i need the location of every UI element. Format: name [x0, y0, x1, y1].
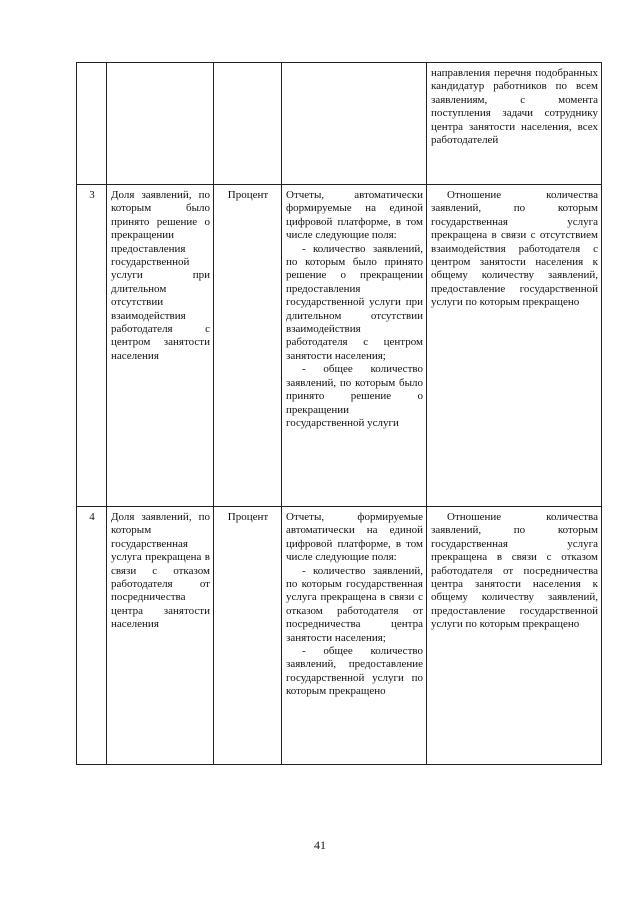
page-number: 41 — [314, 838, 326, 852]
source-field-item: - количество заявлений, по которым было принято решение о прекращении предоставления государственной услуги при длительном отсутствии взаимодействия работодателя с центром занятости населения; — [286, 242, 423, 362]
cell-data-source — [282, 507, 427, 765]
cell-number: 3 — [77, 185, 107, 507]
cell-data-source — [282, 63, 427, 185]
cell-unit: Процент — [214, 507, 282, 765]
source-field-item: - общее количество заявлений, по которым было принято решение о прекращении государственной услуги — [286, 363, 423, 429]
source-intro: Отчеты, формируемые автоматически на единой цифровой платформе, в том числе следующие поля: — [286, 511, 423, 564]
cell-number — [77, 63, 107, 185]
table-row-4 — [77, 507, 602, 765]
indicators-table — [76, 62, 602, 765]
cell-calculation-method: Отношение количества заявлений, по которым государственная услуга прекращена в связи с отказом работодателя от посредничества центра занятости населения к общему количеству заявлений, предоставление государственной услуги по которым прекращено — [427, 507, 602, 765]
cell-data-source — [282, 185, 427, 507]
cell-unit — [214, 63, 282, 185]
cell-indicator-name — [107, 63, 214, 185]
cell-unit: Процент — [214, 185, 282, 507]
cell-indicator-name: Доля заявлений, по которым было принято решение о прекращении предоставления государственной услуги при длительном отсутствии взаимодействия работодателя с центром занятости населения — [107, 185, 214, 507]
cell-indicator-name: Доля заявлений, по которым государственная услуга прекращена в связи с отказом работодателя от посредничества центра занятости населения — [107, 507, 214, 765]
source-field-item: - количество заявлений, по которым государственная услуга прекращена в связи с отказом работодателя от посредничества центра занятости населения; — [286, 564, 423, 644]
source-intro: Отчеты, автоматически формируемые на единой цифровой платформе, в том числе следующие поля: — [286, 189, 423, 242]
source-field-item: - общее количество заявлений, предоставление государственной услуги по которым прекращено — [286, 645, 423, 698]
table-row-continuation — [77, 63, 602, 185]
cell-calculation-method: направления перечня подобранных кандидатур работников по всем заявлениям, с момента поступления задачи сотруднику центра занятости населения, всех работодателей — [427, 63, 602, 185]
table-row-3 — [77, 185, 602, 507]
cell-calculation-method: Отношение количества заявлений, по которым государственная услуга прекращена в связи с отсутствием взаимодействия работодателя с центром занятости населения к общему количеству заявлений, предоставление государственной услуги по которым прекращено — [427, 185, 602, 507]
cell-number: 4 — [77, 507, 107, 765]
